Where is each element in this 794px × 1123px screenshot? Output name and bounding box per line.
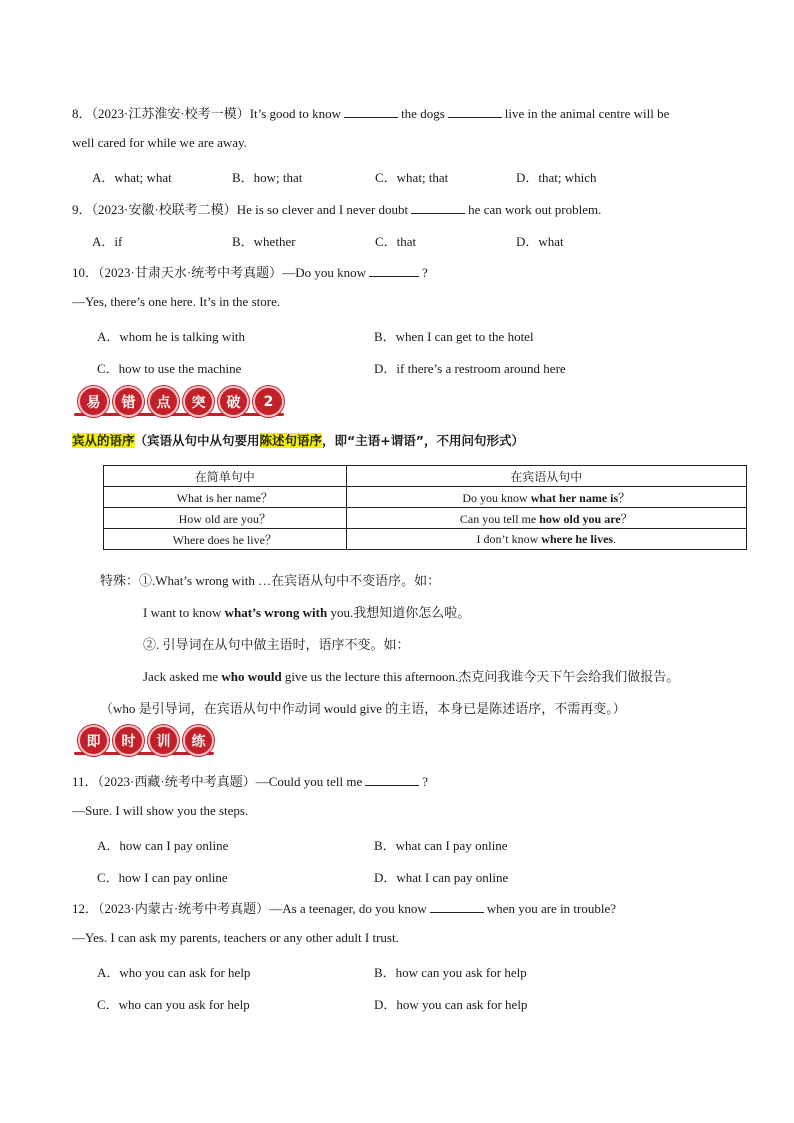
question-8-stem-cont: well cared for while we are away.: [72, 135, 247, 150]
table-row: [104, 529, 747, 550]
example-2: Jack asked me who would give us the lecture this afternoon.杰克问我谁今天下午会给我们做报告。: [143, 669, 680, 684]
table-header: 在简单句中: [104, 466, 347, 487]
option-b[interactable]: B．when I can get to the hotel: [374, 329, 534, 344]
answer-blank: [430, 901, 484, 913]
badge-char: 即: [78, 725, 109, 756]
special-label: 特殊：①.What’s wrong with …在宾语从句中不变语序。如：: [100, 573, 441, 588]
table-cell: What is her name？: [104, 487, 347, 508]
answer-blank: [365, 774, 419, 786]
badge-char: 时: [113, 725, 144, 756]
option-b[interactable]: B．how can you ask for help: [374, 965, 527, 980]
badge-char: 错: [113, 386, 144, 417]
option-a[interactable]: A．what; what: [92, 170, 172, 185]
option-a[interactable]: A．whom he is talking with: [97, 329, 246, 344]
example-1: I want to know what’s wrong with you.我想知道你怎么啦。: [143, 605, 471, 620]
table-cell: Do you know what her name is？: [346, 487, 746, 508]
answer-blank: [369, 265, 419, 277]
option-c[interactable]: C．that: [375, 234, 417, 249]
question-12-stem: 12．（2023·内蒙古·统考中考真题）—As a teenager, do you know when you are in trouble?: [72, 901, 617, 916]
question-11-reply: —Sure. I will show you the steps.: [72, 803, 249, 818]
option-b[interactable]: B．whether: [232, 234, 296, 249]
table-cell: I don’t know where he lives.: [346, 529, 746, 550]
option-b[interactable]: B．how; that: [232, 170, 303, 185]
table-row: [104, 508, 747, 529]
badge-char: 点: [148, 386, 179, 417]
question-10-stem: 10．（2023·甘肃天水·统考中考真题）—Do you know ?: [72, 265, 428, 280]
answer-blank: [411, 202, 465, 214]
badge-char: 破: [218, 386, 249, 417]
table-row: [104, 487, 747, 508]
option-d[interactable]: D．that; which: [516, 170, 597, 185]
question-8-stem: 8．（2023·江苏淮安·校考一模）It’s good to know the dogs live in the animal centre will be: [72, 106, 670, 121]
option-a[interactable]: A．who you can ask for help: [97, 965, 251, 980]
badge-char: 训: [148, 725, 179, 756]
badge-char: 突: [183, 386, 214, 417]
option-c[interactable]: C．who can you ask for help: [97, 997, 250, 1012]
question-9-stem: 9．（2023·安徽·校联考二模）He is so clever and I never doubt he can work out problem.: [72, 202, 602, 217]
table-header-row: [104, 466, 747, 487]
word-order-table: [103, 465, 747, 550]
table-cell: Where does he live？: [104, 529, 347, 550]
option-c[interactable]: C．how I can pay online: [97, 870, 228, 885]
question-10-reply: —Yes, there’s one here. It’s in the store.: [72, 294, 281, 309]
badge-char: 易: [78, 386, 109, 417]
question-11-stem: 11．（2023·西藏·统考中考真题）—Could you tell me ?: [72, 774, 429, 789]
option-d[interactable]: D．if there’s a restroom around here: [374, 361, 566, 376]
option-d[interactable]: D．what: [516, 234, 564, 249]
option-a[interactable]: A．how can I pay online: [97, 838, 229, 853]
section-badge-practice: [78, 725, 214, 756]
badge-char: 2: [253, 386, 284, 417]
option-b[interactable]: B．what can I pay online: [374, 838, 508, 853]
special-point-2: ②. 引导词在从句中做主语时，语序不变。如：: [143, 637, 410, 652]
question-12-reply: —Yes. I can ask my parents, teachers or any other adult I trust.: [72, 930, 399, 945]
table-header: 在宾语从句中: [346, 466, 746, 487]
option-c[interactable]: C．what; that: [375, 170, 449, 185]
option-d[interactable]: D．how you can ask for help: [374, 997, 528, 1012]
option-a[interactable]: A．if: [92, 234, 123, 249]
section-badge-common-mistakes: [78, 386, 284, 417]
rule-heading: 宾从的语序（宾语从句中从句要用陈述句语序，即“主语+谓语”，不用问句形式）: [72, 433, 524, 448]
badge-char: 练: [183, 725, 214, 756]
answer-blank: [344, 106, 398, 118]
option-c[interactable]: C．how to use the machine: [97, 361, 242, 376]
special-note: （who 是引导词，在宾语从句中作动词 would give 的主语，本身已是陈述语序，不需再变。）: [100, 701, 626, 716]
table-cell: How old are you？: [104, 508, 347, 529]
option-d[interactable]: D．what I can pay online: [374, 870, 509, 885]
answer-blank: [448, 106, 502, 118]
table-cell: Can you tell me how old you are？: [346, 508, 746, 529]
